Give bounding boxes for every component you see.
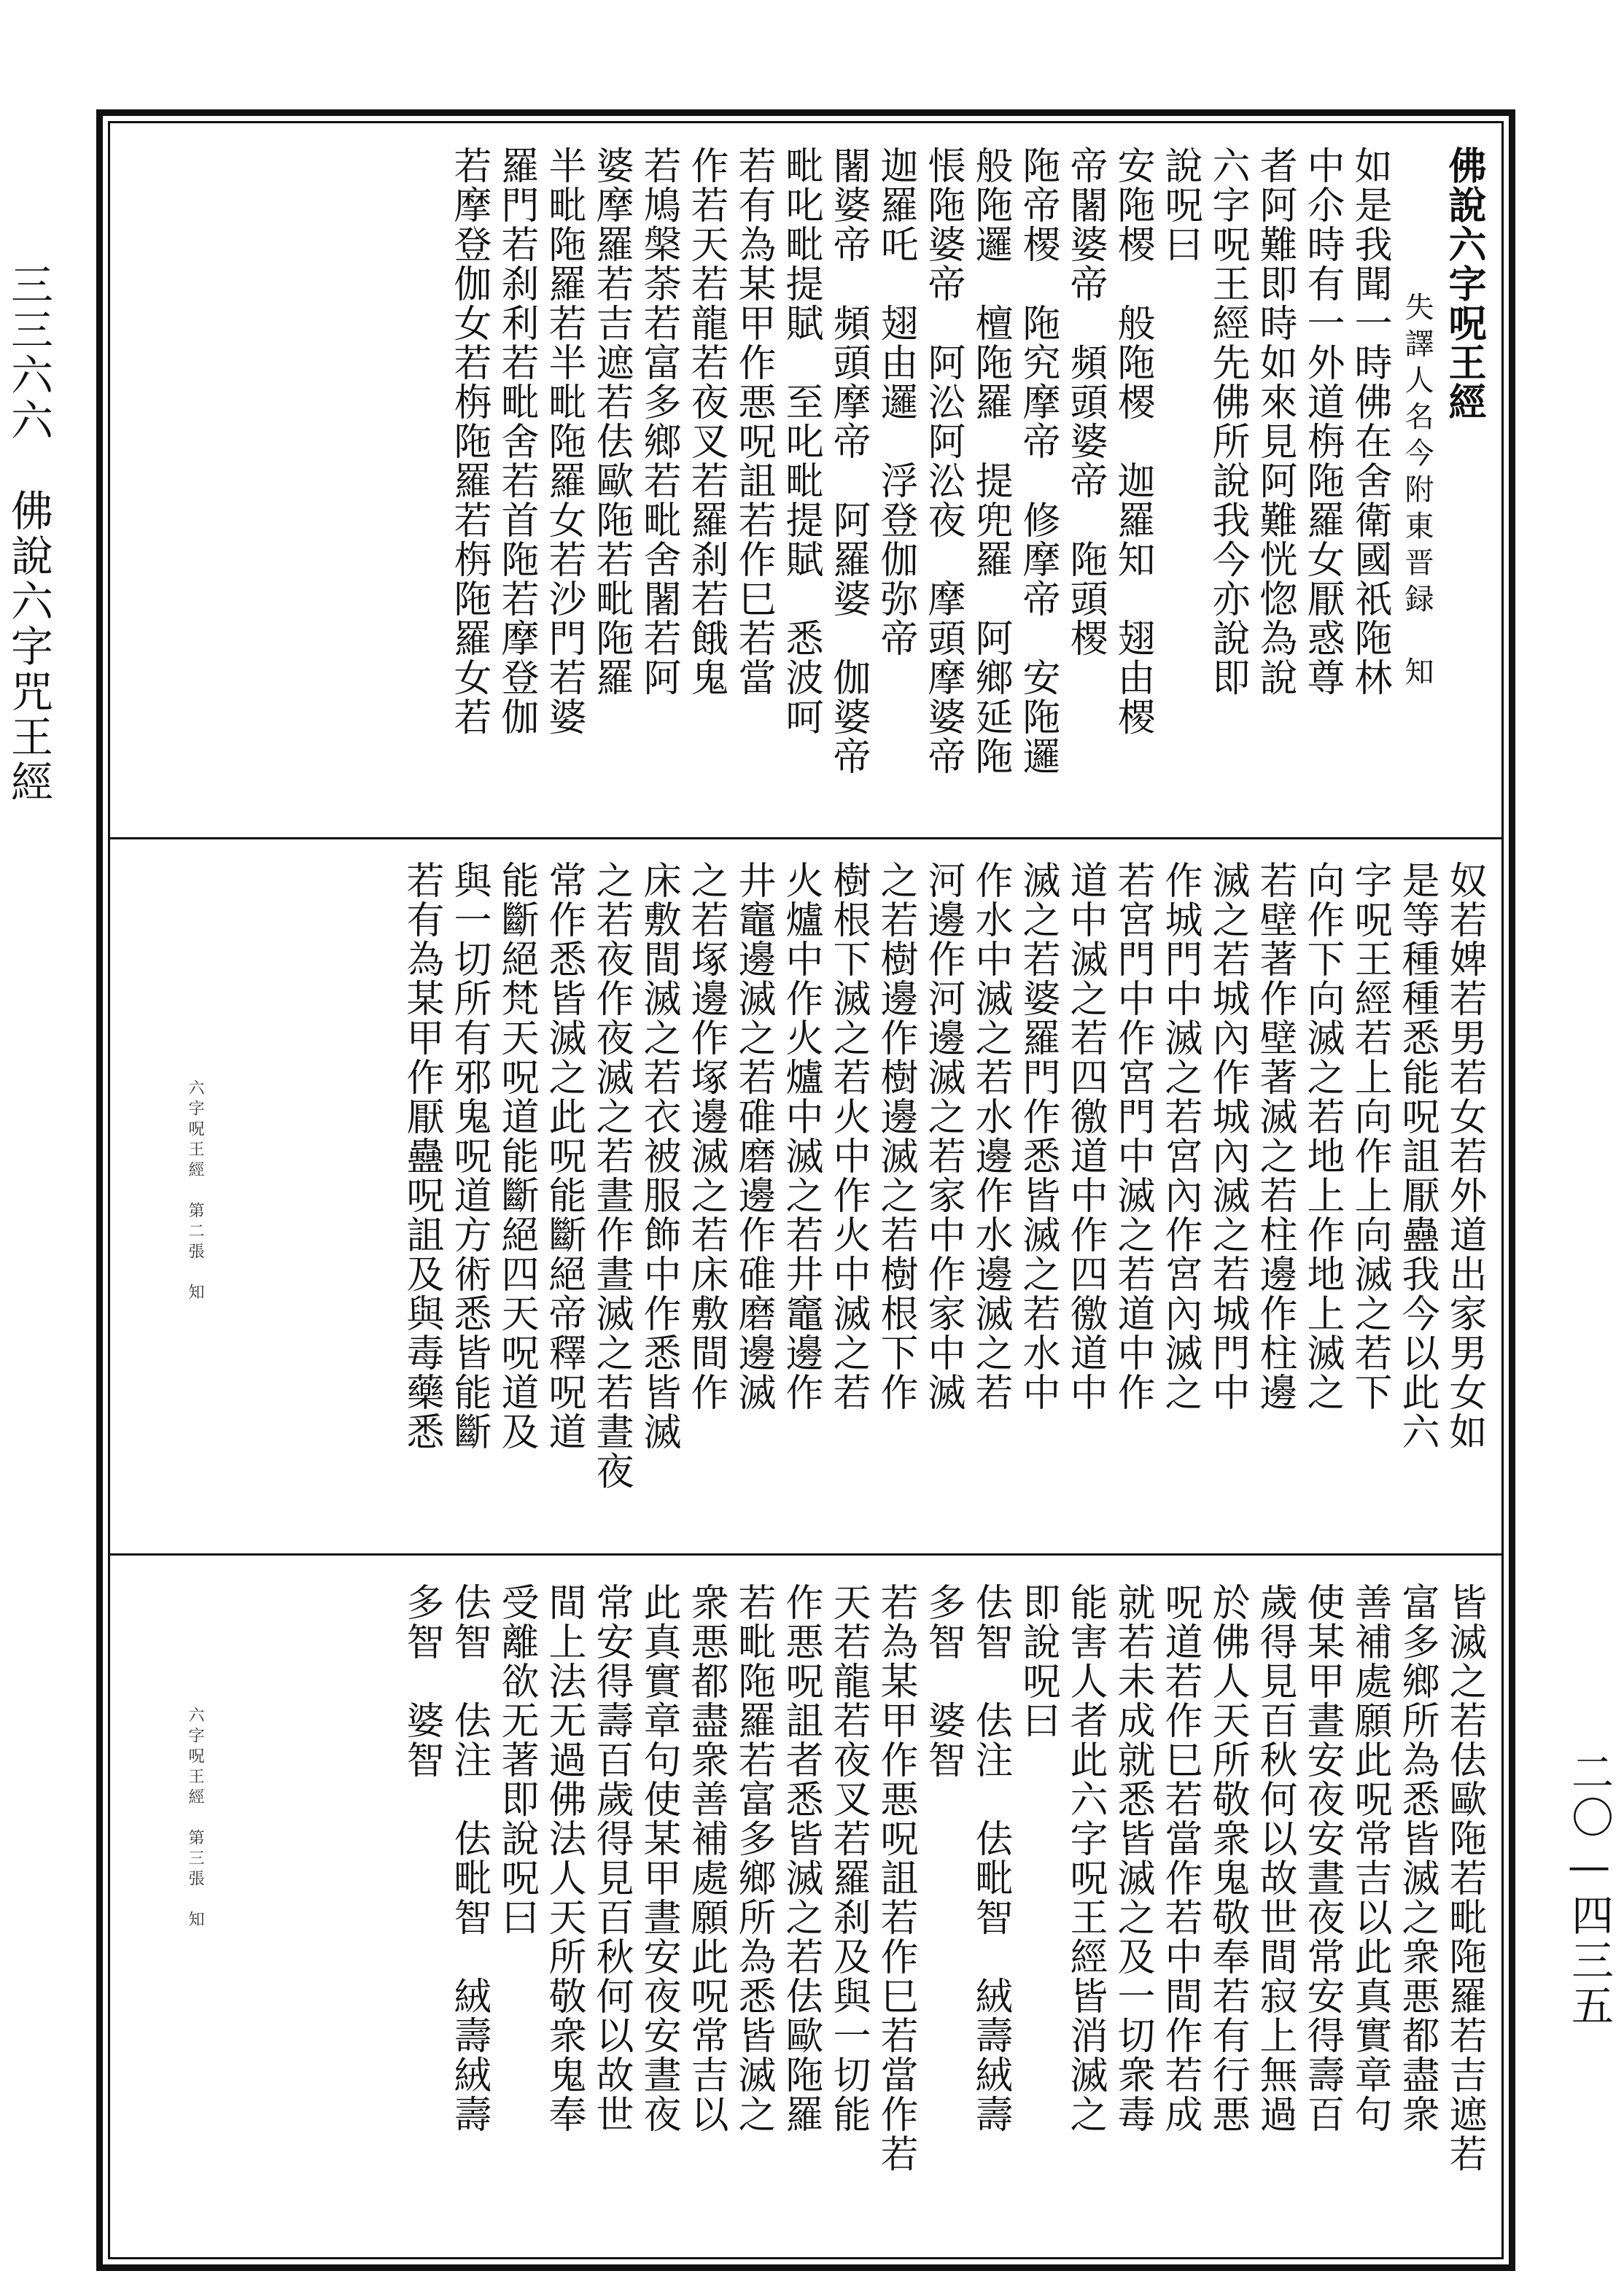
text-column: 說呪曰 [1158, 146, 1202, 264]
text-column: 如是我聞一時佛在舍衛國祇陁林 [1348, 146, 1391, 697]
text-column: 若宮門中作宮門中滅之若道中作 [1111, 861, 1154, 1412]
text-panel-1 [160, 146, 1488, 817]
text-column: 之若夜作夜滅之若晝作晝滅之若晝夜 [589, 861, 633, 1491]
text-column: 若有為某甲作悪呪詛若作巳若當 [731, 146, 775, 697]
text-column: 樹根下滅之若火中作火中滅之若 [826, 861, 870, 1412]
text-column: 床敷間滅之若衣被服飾中作悉皆滅 [637, 861, 680, 1451]
text-column: 者阿難即時如來見阿難恍惚為說 [1253, 146, 1297, 697]
text-column: 皆滅之若佉歐陁若毗陁羅若吉遮若 [1442, 1583, 1486, 2173]
text-column: 富多鄉所為悉皆滅之衆悪都盡衆 [1395, 1583, 1439, 2134]
text-column: 奴若婢若男若女若外道出家男女如 [1442, 861, 1486, 1451]
text-column: 道中滅之若四徼道中作四徼道中 [1063, 861, 1107, 1412]
text-column: 若為某甲作悪呪詛若作巳若當作若 [874, 1583, 917, 2173]
text-column: 天若龍若夜叉若羅刹及與一切能 [826, 1583, 870, 2134]
text-column: 就若未成就悉皆滅之及一切衆毒 [1111, 1583, 1154, 2134]
text-column: 向作下向滅之若地上作地上滅之 [1300, 861, 1344, 1412]
folio-caption-3: 六字呪王經 第三張 知 [186, 1707, 204, 1931]
text-column: 若鳩槃荼若富多鄉若毗舍闍若阿 [637, 146, 680, 697]
mantra-column: 安陁㮨 般陁㮨 迦羅知 翅由㮨 [1111, 146, 1154, 737]
text-column: 若有為某甲作厭蠱呪詛及與毒藥悉 [400, 861, 443, 1451]
text-column: 滅之若婆羅門作悉皆滅之若水中 [1016, 861, 1060, 1412]
text-column: 半毗陁羅若半毗陁羅女若沙門若婆 [542, 146, 586, 737]
text-column: 間上法无過佛法人天所敬衆鬼奉 [542, 1583, 586, 2134]
text-column: 歲得見百秋何以故世間寂上無過 [1253, 1583, 1297, 2134]
mantra-column: 般陁邏 檀陁羅 提兜羅 阿鄉延陁 [968, 146, 1012, 776]
text-column: 河邊作河邊滅之若家中作家中滅 [921, 861, 965, 1412]
text-column: 作城門中滅之若宮內作宮內滅之 [1158, 861, 1202, 1412]
text-column: 使某甲晝安夜安晝夜常安得壽百 [1300, 1583, 1344, 2134]
folio-caption-2: 六字呪王經 第二張 知 [186, 1079, 204, 1304]
panel-divider-bottom [108, 1553, 1504, 1556]
text-column: 之若塚邊作塚邊滅之若床敷間作 [684, 861, 728, 1412]
text-column: 字呪王經若上向作上向滅之若下 [1348, 861, 1391, 1412]
mantra-column: 迦羅吒 翅由邏 浮登伽弥帝 [874, 146, 917, 658]
text-column: 若毗陁羅若富多鄉所為悉皆滅之 [731, 1583, 775, 2134]
text-panel-3 [160, 1583, 1488, 2239]
text-column: 中尒時有一外道栴陁羅女厭惑尊 [1300, 146, 1344, 697]
text-column: 於佛人天所敬衆鬼敬奉若有行悪 [1205, 1583, 1249, 2134]
text-column: 若摩登伽女若栴陁羅若栴陁羅女若 [447, 146, 491, 737]
text-column: 能斷絕梵天呪道能斷絕四天呪道及 [494, 861, 538, 1451]
text-column: 火爐中作火爐中滅之若井竈邊作 [779, 861, 823, 1412]
text-column: 即說呪曰 [1016, 1583, 1060, 1740]
text-column: 若壁著作壁著滅之若柱邊作柱邊 [1253, 861, 1297, 1412]
text-column: 善補處願此呪常吉以此真實章句 [1348, 1583, 1391, 2134]
text-column: 呪道若作巳若當作若中間作若成 [1158, 1583, 1202, 2134]
mantra-column: 毗叱毗提賦 至叱毗提賦 悉波呵 [779, 146, 823, 737]
text-column: 能害人者此六字呪王經皆消滅之 [1063, 1583, 1107, 2134]
margin-title-left: 三三六六 佛說六字咒王經 [4, 263, 53, 805]
text-column: 之若樹邊作樹邊滅之若樹根下作 [874, 861, 917, 1412]
sutra-title: 佛說六字呪王經 [1442, 146, 1486, 422]
text-column: 婆摩羅若吉遮若佉歐陁若毗陁羅 [589, 146, 633, 697]
text-column: 與一切所有邪鬼呪道方術悉皆能斷 [447, 861, 491, 1451]
mantra-column: 多智 婆智 [400, 1583, 443, 1779]
text-column: 羅門若刹利若毗舍若首陁若摩登伽 [494, 146, 538, 737]
mantra-column: 闍婆帝 頻頭摩帝 阿羅婆 伽婆帝 [826, 146, 870, 776]
text-column: 六字呪王經先佛所說我今亦說即 [1205, 146, 1249, 697]
mantra-column: 多智 婆智 [921, 1583, 965, 1779]
text-column: 滅之若城內作城內滅之若城門中 [1205, 861, 1249, 1412]
panel-divider-top [108, 837, 1504, 839]
mantra-column: 悵陁婆帝 阿㳂阿㳂夜 摩頭摩婆帝 [921, 146, 965, 776]
text-column: 常作悉皆滅之此呪能斷絕帝釋呪道 [542, 861, 586, 1451]
text-column: 作悪呪詛者悉皆滅之若佉歐陁羅 [779, 1583, 823, 2134]
text-column: 作水中滅之若水邊作水邊滅之若 [968, 861, 1012, 1412]
mantra-column: 帝闍婆帝 頻頭婆帝 陁頭㮨 [1063, 146, 1107, 658]
text-column: 常安得壽百歲得見百秋何以故世 [589, 1583, 633, 2134]
mantra-column: 陁帝㮨 陁究摩帝 修摩帝 安陁邏 [1016, 146, 1060, 776]
translator-note: 失譯人名今附東晋録 知 [1400, 292, 1434, 693]
text-column: 是等種種悉能呪詛厭蠱我今以此六 [1395, 861, 1439, 1451]
text-column: 受離欲无著即說呪曰 [494, 1583, 538, 1937]
mantra-column: 佉智 佉注 佉毗智 絨壽絨壽 [447, 1583, 491, 2134]
text-panel-2 [160, 861, 1488, 1531]
text-column: 作若天若龍若夜叉若羅刹若餓鬼 [684, 146, 728, 697]
text-column: 井竈邊滅之若碓磨邊作碓磨邊滅 [731, 861, 775, 1412]
margin-page-number-right: 二〇—四三五 [1564, 1750, 1614, 2029]
text-column: 此真實章句使某甲晝安夜安晝夜 [637, 1583, 680, 2134]
text-column: 衆悪都盡衆善補處願此呪常吉以 [684, 1583, 728, 2134]
mantra-column: 佉智 佉注 佉毗智 絨壽絨壽 [968, 1583, 1012, 2134]
